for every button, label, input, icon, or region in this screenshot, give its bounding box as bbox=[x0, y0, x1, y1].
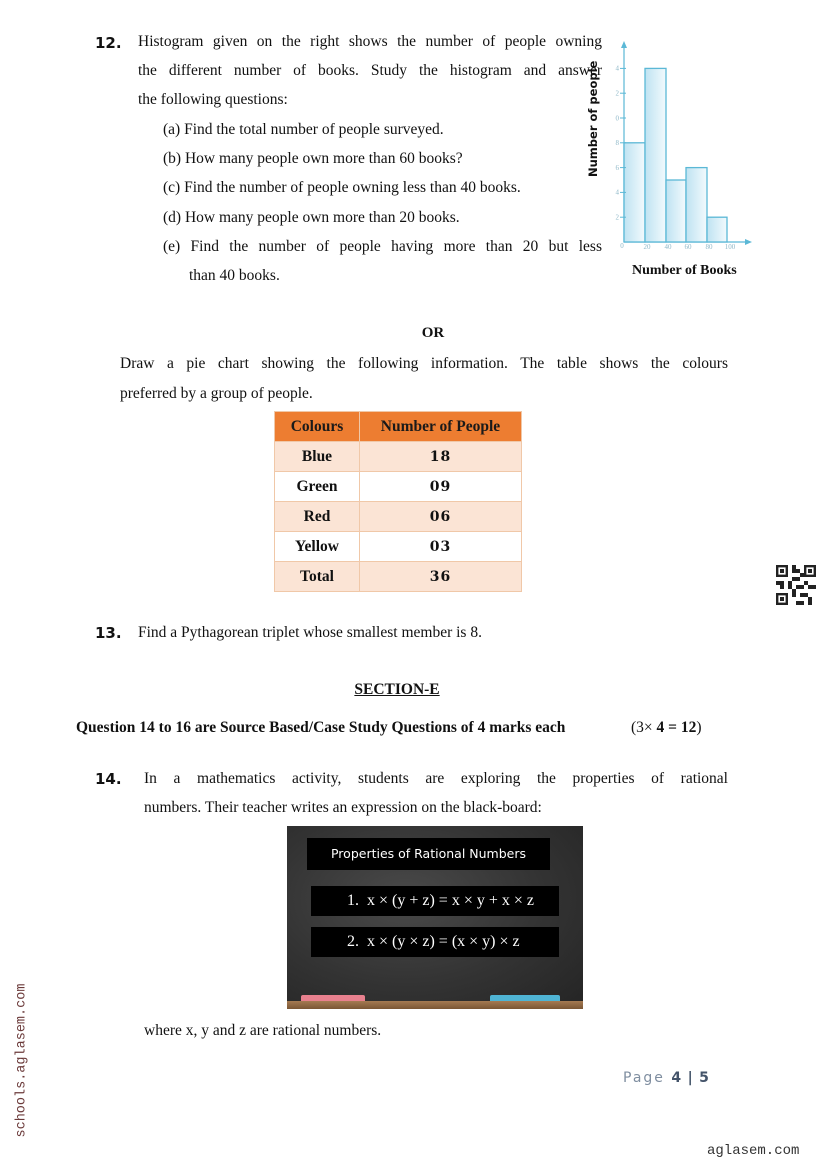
y-tick: 2 bbox=[615, 89, 619, 98]
question-number-12: 12. bbox=[95, 34, 122, 52]
watermark-right: aglasem.com bbox=[707, 1143, 800, 1159]
table-cell-count: 36 bbox=[360, 562, 522, 592]
blackboard-image bbox=[287, 826, 583, 1009]
table-cell-colour: Yellow bbox=[275, 532, 360, 562]
table-row bbox=[275, 472, 522, 502]
q12-part-a: (a) Find the total number of people surveyed. bbox=[163, 121, 444, 138]
y-tick: 4 bbox=[615, 64, 619, 73]
histogram-chart bbox=[610, 35, 760, 255]
colours-table bbox=[274, 411, 522, 592]
y-tick: 6 bbox=[615, 163, 619, 172]
x-tick: 20 bbox=[643, 243, 651, 251]
q12-text-line-3: the following questions: bbox=[138, 91, 288, 108]
q12-part-b: (b) How many people own more than 60 books? bbox=[163, 150, 463, 167]
table-cell-count: 09 bbox=[360, 472, 522, 502]
q13-text: Find a Pythagorean triplet whose smallest member is 8. bbox=[138, 624, 482, 641]
blackboard-ledge bbox=[287, 1001, 583, 1009]
section-title: SECTION-E bbox=[354, 681, 440, 698]
page-word: Page bbox=[623, 1070, 665, 1086]
table-cell-colour: Blue bbox=[275, 442, 360, 472]
q12-text-line-1: Histogram given on the right shows the number of people owning bbox=[138, 33, 602, 50]
q12-text-line-2: the different number of books. Study the histogram and answer bbox=[138, 62, 602, 79]
or-label: OR bbox=[421, 325, 445, 341]
blackboard-property-1: 1. x × (y + z) = x × y + x × z bbox=[311, 886, 559, 916]
histogram-figure bbox=[585, 35, 760, 285]
marks-prefix: (3× bbox=[631, 719, 653, 736]
table-cell-count: 18 bbox=[360, 442, 522, 472]
y-tick: 2 bbox=[615, 213, 619, 222]
qr-code-icon bbox=[776, 565, 816, 605]
x-tick: 80 bbox=[705, 243, 713, 251]
blackboard-property-2: 2. x × (y × z) = (x × y) × z bbox=[311, 927, 559, 957]
x-tick: 40 bbox=[664, 243, 672, 251]
q14-after-text: where x, y and z are rational numbers. bbox=[144, 1022, 382, 1039]
x-tick: 0 bbox=[620, 242, 624, 250]
page-total: 5 bbox=[699, 1070, 709, 1086]
table-header-colours: Colours bbox=[275, 412, 360, 442]
q12-part-d: (d) How many people own more than 20 books. bbox=[163, 209, 460, 226]
q14-text-line-1: In a mathematics activity, students are exploring the properties of rational bbox=[144, 770, 728, 787]
watermark-left: schools.aglasem.com bbox=[14, 983, 30, 1138]
y-tick: 4 bbox=[615, 188, 619, 197]
table-cell-count: 06 bbox=[360, 502, 522, 532]
question-number-13: 13. bbox=[95, 624, 122, 642]
marks-value: 4 = 12 bbox=[656, 719, 697, 736]
page-number bbox=[623, 1070, 709, 1086]
blackboard-title: Properties of Rational Numbers bbox=[307, 838, 550, 870]
alt-question-line-1: Draw a pie chart showing the following information. The table shows the colours bbox=[120, 355, 728, 372]
alt-question-line-2: preferred by a group of people. bbox=[120, 385, 313, 402]
table-row bbox=[275, 532, 522, 562]
table-cell-colour: Green bbox=[275, 472, 360, 502]
x-tick: 100 bbox=[724, 243, 736, 251]
q12-part-c: (c) Find the number of people owning less than 40 books. bbox=[163, 179, 521, 196]
table-cell-colour: Total bbox=[275, 562, 360, 592]
y-tick: 8 bbox=[615, 139, 619, 148]
table-row bbox=[275, 442, 522, 472]
page-separator: | bbox=[687, 1070, 693, 1086]
section-marks bbox=[631, 719, 702, 737]
histogram-y-axis-label: Number of people bbox=[586, 60, 600, 177]
marks-suffix: ) bbox=[696, 719, 702, 736]
x-tick: 60 bbox=[684, 243, 692, 251]
table-cell-count: 03 bbox=[360, 532, 522, 562]
q14-text-line-2: numbers. Their teacher writes an expression on the black-board: bbox=[144, 799, 542, 816]
question-number-14: 14. bbox=[95, 770, 122, 788]
table-row bbox=[275, 502, 522, 532]
table-row-total bbox=[275, 562, 522, 592]
page-current: 4 bbox=[671, 1070, 682, 1086]
table-cell-colour: Red bbox=[275, 502, 360, 532]
table-header-number-of-people: Number of People bbox=[360, 412, 522, 442]
q12-part-e-cont: than 40 books. bbox=[189, 267, 280, 284]
q12-part-e: (e) Find the number of people having more than 20 but less bbox=[163, 238, 602, 255]
section-instruction: Question 14 to 16 are Source Based/Case Study Questions of 4 marks each bbox=[76, 719, 566, 736]
histogram-x-axis-label: Number of Books bbox=[632, 263, 737, 278]
y-tick: 0 bbox=[615, 114, 619, 123]
